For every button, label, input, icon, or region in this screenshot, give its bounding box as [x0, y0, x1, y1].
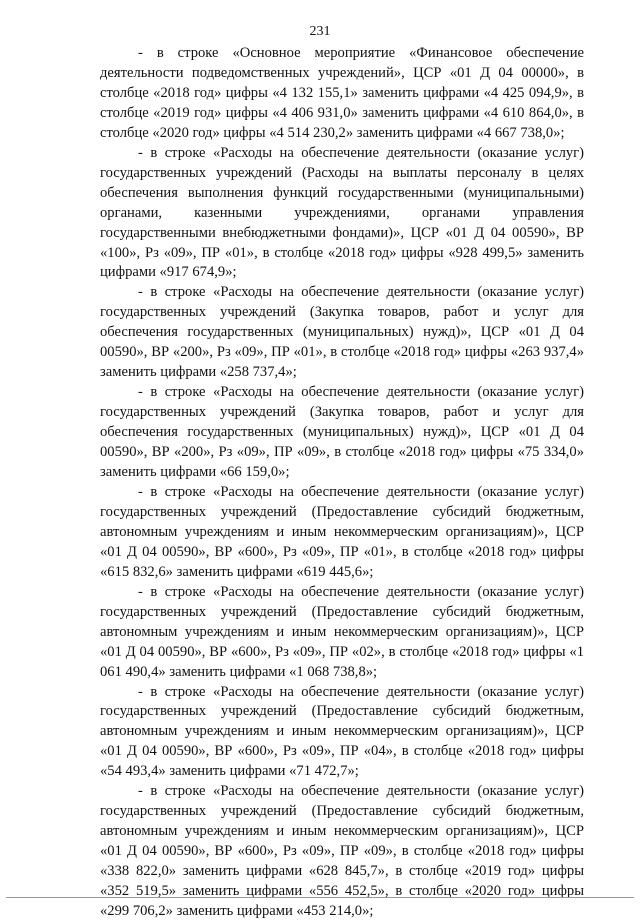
page-bottom-divider: [6, 897, 634, 898]
amendment-paragraph-5: - в строке «Расходы на обеспечение деятельности (оказание услуг) государственных учреждений (Предоставление субсидий бюджетным, автономным учреждениям и иным некоммерческим организациям)», ЦСР «01 Д 04 00590», ВР «600», Рз «09», ПР «01», в столбце «2018 год» цифры «615 832,6» заменить цифрами «619 445,6»;: [100, 483, 584, 580]
amendment-paragraph-3: - в строке «Расходы на обеспечение деятельности (оказание услуг) государственных учреждений (Закупка товаров, работ и услуг для обеспечения государственных (муниципальных) нужд)», ЦСР «01 Д 04 00590», ВР «200», Рз «09», ПР «01», в столбце «2018 год» цифры «263 937,4» заменить цифрами «258 737,4»;: [100, 284, 584, 381]
document-body: [100, 44, 584, 922]
amendment-paragraph-4: - в строке «Расходы на обеспечение деятельности (оказание услуг) государственных учреждений (Закупка товаров, работ и услуг для обеспечения государственных (муниципальных) нужд)», ЦСР «01 Д 04 00590», ВР «200», Рз «09», ПР «09», в столбце «2018 год» цифры «75 334,0» заменить цифрами «66 159,0»;: [100, 384, 584, 481]
amendment-paragraph-6: - в строке «Расходы на обеспечение деятельности (оказание услуг) государственных учреждений (Предоставление субсидий бюджетным, автономным учреждениям и иным некоммерческим организациям)», ЦСР «01 Д 04 00590», ВР «600», Рз «09», ПР «02», в столбце «2018 год» цифры «1 061 490,4» заменить цифрами «1 068 738,8»;: [100, 583, 584, 680]
page-number: 231: [309, 24, 331, 39]
amendment-paragraph-1: - в строке «Основное мероприятие «Финансовое обеспечение деятельности подведомственных учреждений», ЦСР «01 Д 04 00000», в столбце «2018 год» цифры «4 132 155,1» заменить цифрами «4 425 094,9», в столбце «2019 год» цифры «4 406 931,0» заменить цифрами «4 610 864,0», в столбце «2020 год» цифры «4 514 230,2» заменить цифрами «4 667 738,0»;: [100, 45, 584, 141]
amendment-paragraph-2: - в строке «Расходы на обеспечение деятельности (оказание услуг) государственных учреждений (Расходы на выплаты персоналу в целях обеспечения выполнения функций государственными (муниципальными) органами, казенными учреждениями, органами управления государственными внебюджетными фондами)», ЦСР «01 Д 04 00590», ВР «100», Рз «09», ПР «01», в столбце «2018 год» цифры «928 499,5» заменить цифрами «917 674,9»;: [100, 144, 584, 281]
amendment-paragraph-7: - в строке «Расходы на обеспечение деятельности (оказание услуг) государственных учреждений (Предоставление субсидий бюджетным, автономным учреждениям и иным некоммерческим организациям)», ЦСР «01 Д 04 00590», ВР «600», Рз «09», ПР «04», в столбце «2018 год» цифры «54 493,4» заменить цифрами «71 472,7»;: [100, 683, 584, 780]
amendment-paragraph-8: - в строке «Расходы на обеспечение деятельности (оказание услуг) государственных учреждений (Предоставление субсидий бюджетным, автономным учреждениям и иным некоммерческим организациям)», ЦСР «01 Д 04 00590», ВР «600», Рз «09», ПР «09», в столбце «2018 год» цифры «338 822,0» заменить цифрами «628 845,7», в столбце «2019 год» цифры «352 519,5» заменить цифрами «556 452,5», в столбце «2020 год» цифры «299 706,2» заменить цифрами «453 214,0»;: [100, 783, 584, 919]
